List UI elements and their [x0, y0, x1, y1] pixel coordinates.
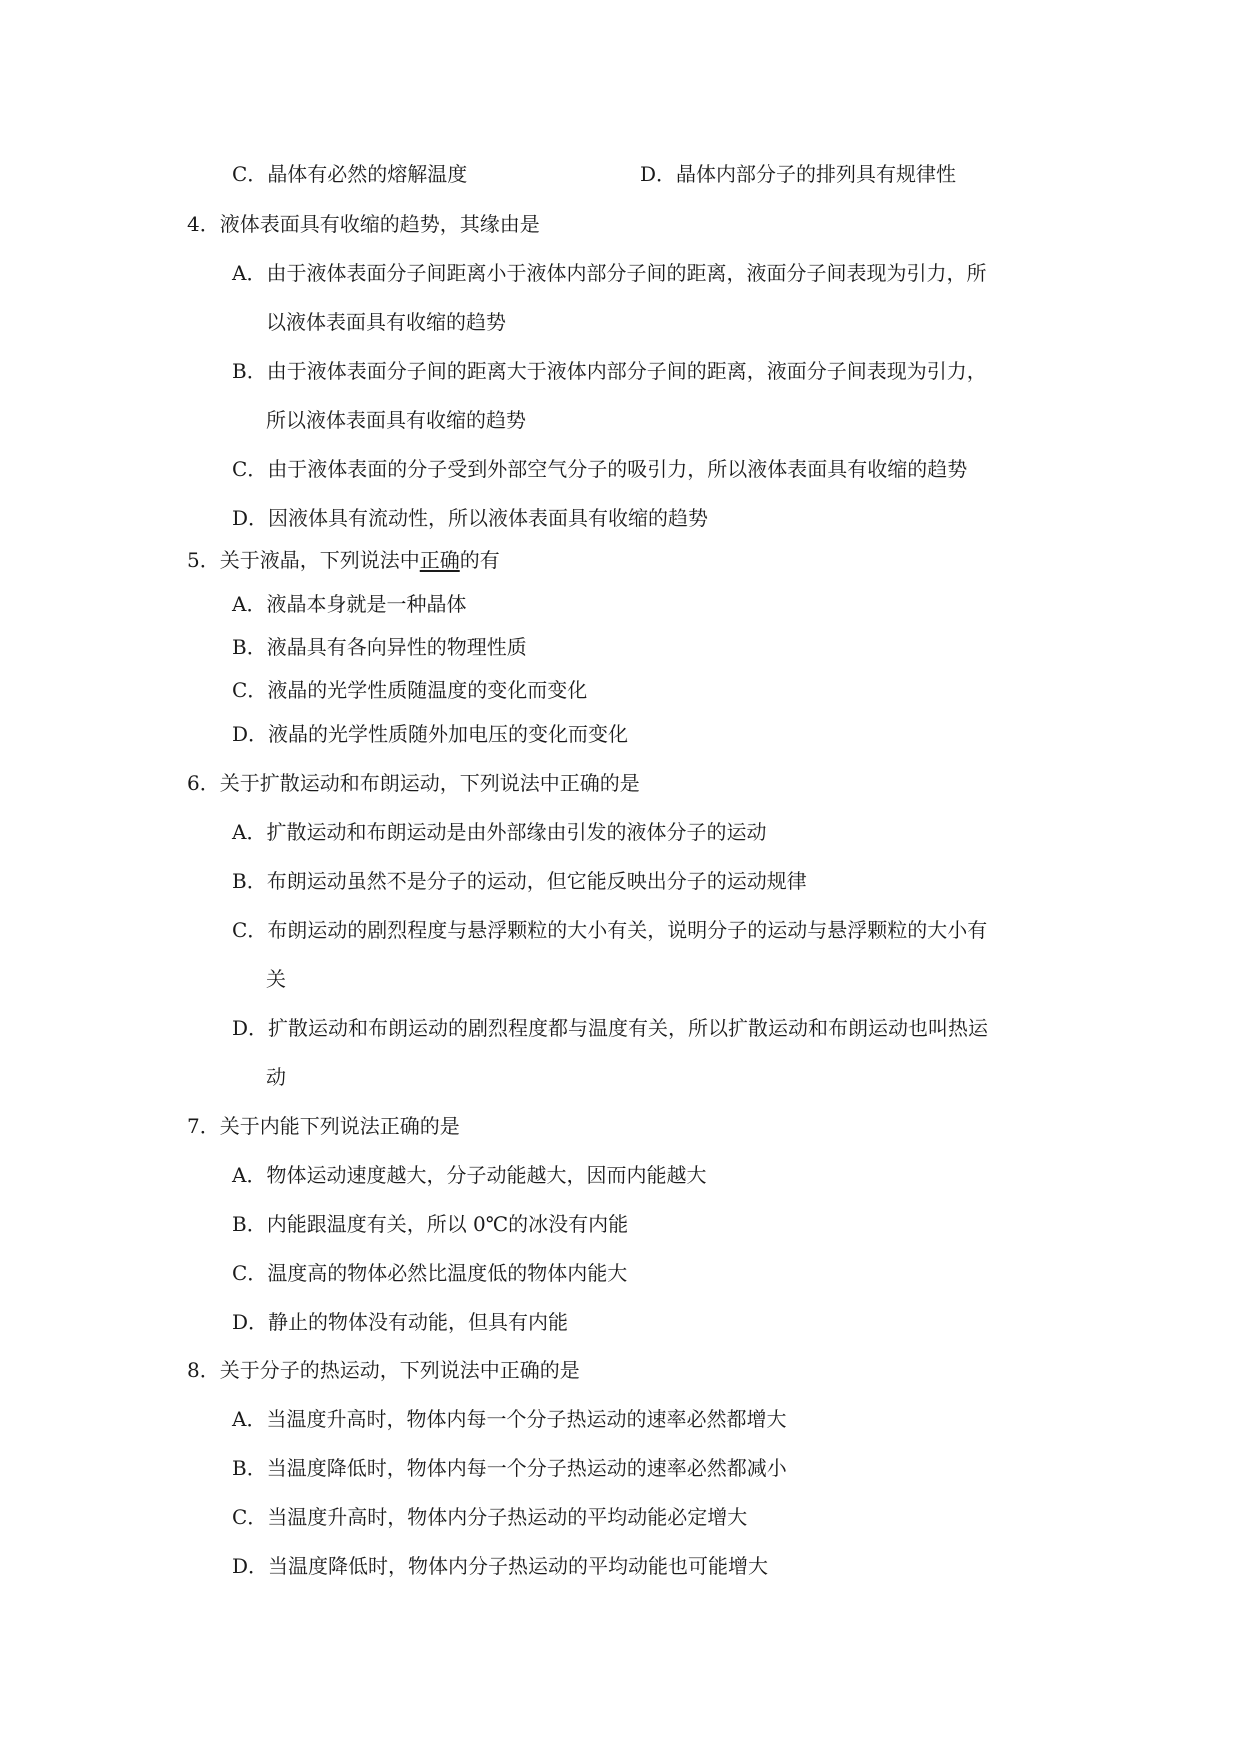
- q8-option-a: [232, 1406, 786, 1432]
- option-text: 当温度降低时，物体内分子热运动的平均动能也可能增大: [268, 1554, 769, 1578]
- question-number: 4．: [187, 212, 220, 236]
- option-label: D．: [232, 1310, 269, 1334]
- option-text: 因液体具有流动性，所以液体表面具有收缩的趋势: [268, 506, 709, 530]
- option-text: 晶体有必然的熔解温度: [267, 162, 468, 186]
- q7-option-a: [232, 1162, 706, 1188]
- question-number: 8．: [187, 1358, 220, 1382]
- q7-option-d: [232, 1309, 568, 1335]
- question-text: 关于内能下列说法正确的是: [219, 1114, 460, 1138]
- q4-stem: [187, 211, 540, 237]
- option-text: 扩散运动和布朗运动的剧烈程度都与温度有关，所以扩散运动和布朗运动也叫热运: [268, 1016, 989, 1040]
- option-label: C．: [232, 678, 268, 702]
- option-label: B．: [232, 869, 267, 893]
- q6-stem: [187, 770, 640, 796]
- question-text: 液体表面具有收缩的趋势，其缘由是: [219, 212, 540, 236]
- option-label: B．: [232, 1456, 267, 1480]
- question-text: 关于分子的热运动，下列说法中正确的是: [219, 1358, 580, 1382]
- option-text: 物体运动速度越大，分子动能越大，因而内能越大: [266, 1163, 707, 1187]
- option-label: D．: [640, 162, 677, 186]
- q3-option-d: [640, 161, 956, 187]
- q6-option-d: [232, 1015, 988, 1041]
- q8-stem: [187, 1357, 580, 1383]
- option-label: D．: [232, 722, 269, 746]
- q6-option-c-cont: [266, 966, 286, 992]
- q4-option-a: [232, 260, 986, 286]
- q5-stem: [187, 547, 500, 573]
- q6-option-a: [232, 819, 766, 845]
- q4-option-d: [232, 505, 708, 531]
- question-number: 5．: [187, 548, 220, 572]
- option-text: 以液体表面具有收缩的趋势: [266, 310, 506, 334]
- option-label: B．: [232, 1212, 267, 1236]
- option-text: 液晶的光学性质随温度的变化而变化: [267, 678, 588, 702]
- option-text: 当温度降低时，物体内每一个分子热运动的速率必然都减小: [266, 1456, 787, 1480]
- q4-option-b: [232, 358, 987, 384]
- option-label: C．: [232, 1261, 268, 1285]
- option-text: 扩散运动和布朗运动是由外部缘由引发的液体分子的运动: [266, 820, 767, 844]
- question-text: 关于扩散运动和布朗运动，下列说法中正确的是: [219, 771, 640, 795]
- option-text: 由于液体表面分子间的距离大于液体内部分子间的距离，液面分子间表现为引力，: [266, 359, 987, 383]
- option-text: 当温度升高时，物体内每一个分子热运动的速率必然都增大: [266, 1407, 787, 1431]
- question-text: 关于液晶，下列说法中: [219, 548, 420, 572]
- option-text: 关: [266, 967, 286, 991]
- option-label: B．: [232, 359, 267, 383]
- option-text: 动: [266, 1065, 286, 1089]
- option-text: 布朗运动虽然不是分子的运动，但它能反映出分子的运动规律: [266, 869, 807, 893]
- option-label: D．: [232, 1016, 269, 1040]
- underlined-keyword: 正确: [419, 548, 460, 572]
- q6-option-c: [232, 917, 987, 943]
- option-label: A．: [232, 1163, 267, 1187]
- option-text: 当温度升高时，物体内分子热运动的平均动能必定增大: [267, 1505, 748, 1529]
- q5-option-b: [232, 634, 527, 660]
- question-number: 7．: [187, 1114, 220, 1138]
- option-label: C．: [232, 1505, 268, 1529]
- option-text: 温度高的物体必然比温度低的物体内能大: [267, 1261, 628, 1285]
- q5-option-c: [232, 677, 587, 703]
- q3-option-c: [232, 161, 467, 187]
- q6-option-b: [232, 868, 807, 894]
- option-text: 晶体内部分子的排列具有规律性: [676, 162, 957, 186]
- q8-option-d: [232, 1553, 768, 1579]
- q4-option-a-cont: [266, 309, 506, 335]
- option-label: A．: [232, 820, 267, 844]
- option-text: 由于液体表面分子间距离小于液体内部分子间的距离，液面分子间表现为引力，所: [266, 261, 987, 285]
- q6-option-d-cont: [266, 1064, 286, 1090]
- option-label: C．: [232, 457, 268, 481]
- option-text: 内能跟温度有关，所以 0℃的冰没有内能: [266, 1212, 629, 1236]
- q5-option-d: [232, 721, 628, 747]
- option-label: D．: [232, 1554, 269, 1578]
- option-text: 由于液体表面的分子受到外部空气分子的吸引力，所以液体表面具有收缩的趋势: [267, 457, 968, 481]
- option-text: 静止的物体没有动能，但具有内能: [268, 1310, 569, 1334]
- option-label: D．: [232, 506, 269, 530]
- q8-option-b: [232, 1455, 787, 1481]
- option-text: 液晶具有各向异性的物理性质: [266, 635, 527, 659]
- option-text: 液晶的光学性质随外加电压的变化而变化: [268, 722, 629, 746]
- q4-option-c: [232, 456, 967, 482]
- option-label: C．: [232, 162, 268, 186]
- q7-stem: [187, 1113, 460, 1139]
- q7-option-c: [232, 1260, 627, 1286]
- option-label: A．: [232, 1407, 267, 1431]
- option-label: A．: [232, 261, 267, 285]
- q4-option-b-cont: [266, 407, 526, 433]
- q5-option-a: [232, 591, 466, 617]
- option-label: B．: [232, 635, 267, 659]
- q7-option-b: [232, 1211, 628, 1237]
- option-text: 所以液体表面具有收缩的趋势: [266, 408, 526, 432]
- option-text: 布朗运动的剧烈程度与悬浮颗粒的大小有关，说明分子的运动与悬浮颗粒的大小有: [267, 918, 988, 942]
- option-label: C．: [232, 918, 268, 942]
- q8-option-c: [232, 1504, 747, 1530]
- question-text-end: 的有: [459, 548, 500, 572]
- option-text: 液晶本身就是一种晶体: [266, 592, 467, 616]
- question-number: 6．: [187, 771, 220, 795]
- option-label: A．: [232, 592, 267, 616]
